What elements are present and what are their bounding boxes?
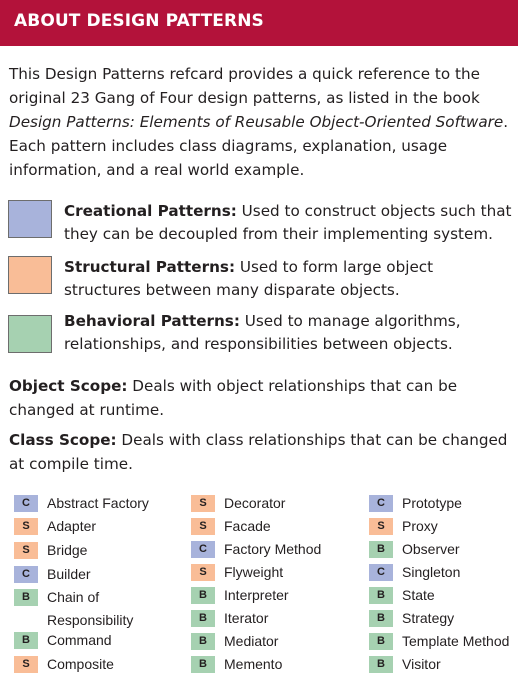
pattern-type-badge: S [369, 518, 393, 535]
pattern-type-badge: S [191, 495, 215, 512]
pattern-type-badge: B [191, 610, 215, 627]
pattern-type-badge: S [14, 542, 38, 559]
pattern-name: Observer [402, 541, 460, 557]
pattern-type-badge: S [14, 518, 38, 535]
pattern-name: Chain of [47, 589, 100, 605]
creational-label: Creational Patterns: [64, 202, 237, 220]
creational-swatch [8, 200, 52, 238]
creational-legend-text [64, 200, 514, 246]
pattern-name: Prototype [402, 495, 462, 511]
pattern-name: Singleton [402, 564, 461, 580]
pattern-type-badge: B [14, 589, 38, 606]
behavioral-description: Used to manage algorithms, relationships, and responsibilities between objects. [64, 312, 461, 353]
pattern-name: Facade [224, 518, 271, 534]
intro-paragraph [9, 62, 514, 182]
structural-legend-text [64, 256, 514, 302]
object-scope [9, 374, 514, 422]
structural-description: Used to form large object structures between many disparate objects. [64, 258, 434, 299]
pattern-name: Proxy [402, 518, 438, 534]
pattern-name: Decorator [224, 495, 286, 511]
pattern-type-badge: B [369, 541, 393, 558]
pattern-type-badge: C [369, 564, 393, 581]
pattern-name-line-2: Responsibility [47, 612, 134, 628]
pattern-type-badge: B [369, 656, 393, 673]
pattern-type-badge: B [369, 610, 393, 627]
pattern-name: Composite [47, 656, 114, 672]
section-header [0, 0, 518, 46]
pattern-name: Factory Method [224, 541, 322, 557]
object-scope-text: Deals with object relationships that can be changed at runtime. [9, 377, 458, 419]
pattern-type-badge: C [369, 495, 393, 512]
behavioral-legend-text [64, 310, 514, 356]
pattern-name: Command [47, 632, 112, 648]
pattern-name: Abstract Factory [47, 495, 149, 511]
pattern-name: Mediator [224, 633, 279, 649]
pattern-name: Iterator [224, 610, 269, 626]
pattern-name: Template Method [402, 633, 510, 649]
intro-text-1: This Design Patterns refcard provides a quick reference to the original 23 Gang of Four design patterns, as listed in the book [9, 65, 480, 107]
class-scope-label: Class Scope: [9, 431, 117, 449]
pattern-name: Bridge [47, 542, 88, 558]
pattern-name: Adapter [47, 518, 97, 534]
pattern-name: Builder [47, 566, 91, 582]
pattern-name: Visitor [402, 656, 441, 672]
pattern-name: State [402, 587, 435, 603]
creational-description: Used to construct objects such that they can be decoupled from their implementing system. [64, 202, 512, 243]
pattern-type-badge: B [191, 633, 215, 650]
pattern-type-badge: S [14, 656, 38, 673]
pattern-type-badge: B [191, 587, 215, 604]
behavioral-swatch [8, 315, 52, 353]
class-scope [9, 428, 514, 476]
pattern-type-badge: C [14, 495, 38, 512]
pattern-type-badge: C [14, 566, 38, 583]
behavioral-label: Behavioral Patterns: [64, 312, 240, 330]
class-scope-text: Deals with class relationships that can be changed at compile time. [9, 431, 508, 473]
pattern-type-badge: B [191, 656, 215, 673]
pattern-type-badge: B [14, 632, 38, 649]
object-scope-label: Object Scope: [9, 377, 128, 395]
pattern-name: Strategy [402, 610, 455, 626]
pattern-type-badge: B [369, 587, 393, 604]
book-title: Design Patterns: Elements of Reusable Object-Oriented Software [9, 113, 504, 131]
pattern-type-badge: S [191, 518, 215, 535]
intro-text-2: . Each pattern includes class diagrams, explanation, usage information, and a real world example. [9, 113, 509, 179]
pattern-name: Flyweight [224, 564, 284, 580]
structural-label: Structural Patterns: [64, 258, 236, 276]
pattern-type-badge: B [369, 633, 393, 650]
structural-swatch [8, 256, 52, 294]
pattern-type-badge: S [191, 564, 215, 581]
pattern-name: Interpreter [224, 587, 289, 603]
section-title: ABOUT DESIGN PATTERNS [14, 11, 264, 31]
pattern-type-badge: C [191, 541, 215, 558]
pattern-name: Memento [224, 656, 283, 672]
